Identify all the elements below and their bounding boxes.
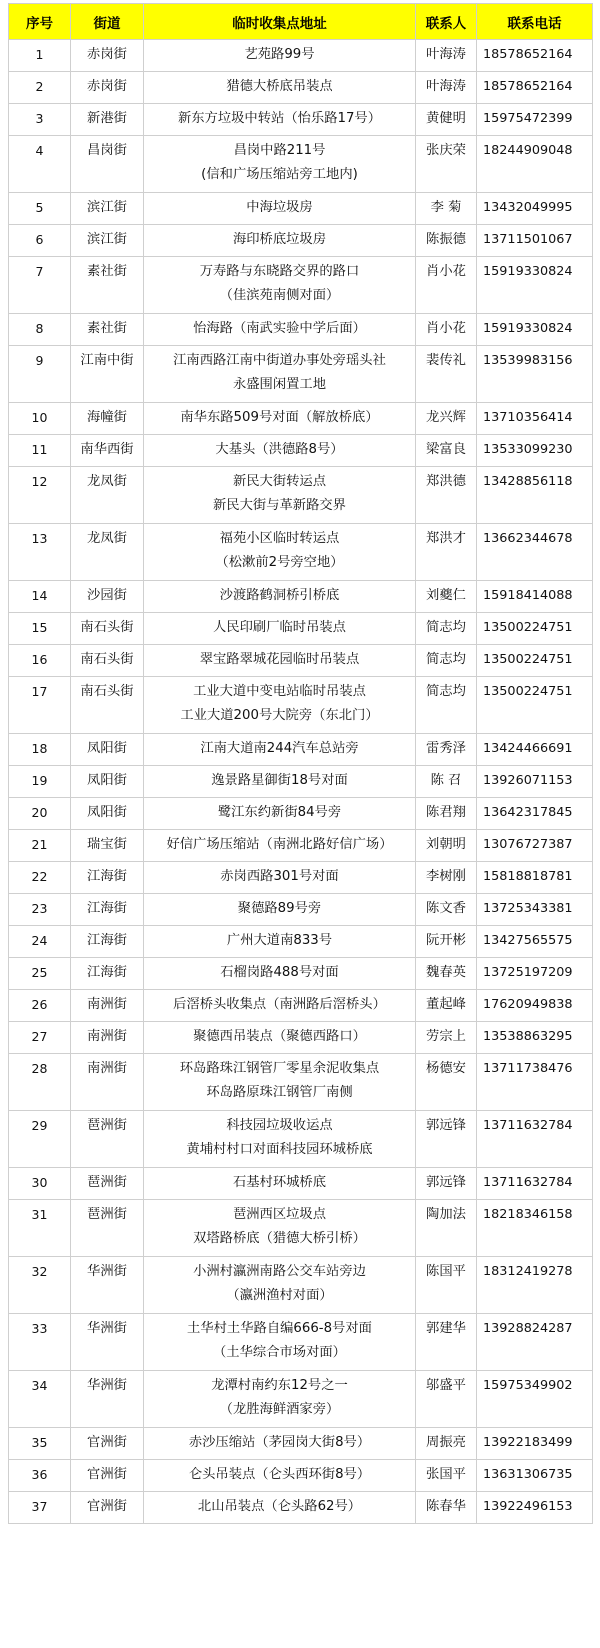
- address-line: 黄埔村村口对面科技园环城桥底: [186, 1142, 373, 1157]
- contact-person: 张国平: [416, 1460, 477, 1492]
- collection-address: [144, 1168, 416, 1200]
- collection-address: [144, 225, 416, 257]
- contact-person: 郭远锋: [416, 1168, 477, 1200]
- contact-person: 黄健明: [416, 104, 477, 136]
- table-row: [9, 1168, 593, 1200]
- collection-address: [144, 1111, 416, 1168]
- contact-phone: 13500224751: [477, 677, 593, 734]
- street-name: 南洲街: [71, 990, 144, 1022]
- table-body: [9, 40, 593, 1524]
- street-name: 南石头街: [71, 645, 144, 677]
- address-line: 永盛围闲置工地: [232, 377, 327, 392]
- contact-person: 杨德安: [416, 1054, 477, 1111]
- street-name: 滨江街: [71, 193, 144, 225]
- address-line: 工业大道200号大院旁（东北门）: [180, 708, 379, 723]
- row-number: 37: [9, 1492, 71, 1524]
- address-line: 赤岗西路301号对面: [220, 869, 339, 884]
- street-name: 华洲街: [71, 1314, 144, 1371]
- collection-address: [144, 257, 416, 314]
- collection-address: [144, 645, 416, 677]
- contact-phone: 15975472399: [477, 104, 593, 136]
- contact-phone: 17620949838: [477, 990, 593, 1022]
- contact-phone: 18218346158: [477, 1200, 593, 1257]
- address-line: 江南西路江南中街道办事处旁瑶头社: [173, 353, 386, 368]
- table-row: [9, 403, 593, 435]
- contact-phone: 13928824287: [477, 1314, 593, 1371]
- address-line: （松漱前2号旁空地）: [215, 555, 344, 570]
- address-line: 双塔路桥底（猎德大桥引桥）: [193, 1231, 366, 1246]
- collection-address: [144, 104, 416, 136]
- street-name: 江海街: [71, 894, 144, 926]
- row-number: 13: [9, 524, 71, 581]
- collection-address: [144, 958, 416, 990]
- table-row: [9, 766, 593, 798]
- contact-phone: 13538863295: [477, 1022, 593, 1054]
- collection-address: [144, 40, 416, 72]
- contact-person: 肖小花: [416, 257, 477, 314]
- address-line: （龙胜海鲜酒家旁）: [219, 1402, 340, 1417]
- table-row: [9, 1111, 593, 1168]
- address-line: 北山吊装点（仑头路62号）: [197, 1499, 362, 1514]
- contact-phone: 13432049995: [477, 193, 593, 225]
- table-row: [9, 862, 593, 894]
- row-number: 10: [9, 403, 71, 435]
- address-line: 万寿路与东晓路交界的路口: [199, 264, 360, 279]
- street-name: 素社街: [71, 257, 144, 314]
- table-row: [9, 734, 593, 766]
- street-name: 琶洲街: [71, 1168, 144, 1200]
- address-line: 工业大道中变电站临时吊装点: [193, 684, 366, 699]
- collection-address: [144, 403, 416, 435]
- street-name: 江海街: [71, 862, 144, 894]
- collection-address: [144, 136, 416, 193]
- contact-phone: 13076727387: [477, 830, 593, 862]
- collection-address: [144, 1200, 416, 1257]
- collection-address: [144, 613, 416, 645]
- street-name: 赤岗街: [71, 40, 144, 72]
- address-line: 土华村土华路自编666-8号对面: [187, 1321, 372, 1336]
- row-number: 36: [9, 1460, 71, 1492]
- collection-address: [144, 798, 416, 830]
- street-name: 赤岗街: [71, 72, 144, 104]
- address-line: 翠宝路翠城花园临时吊装点: [199, 652, 360, 667]
- collection-address: [144, 1257, 416, 1314]
- address-line: 小洲村瀛洲南路公交车站旁边: [193, 1264, 366, 1279]
- table-row: [9, 467, 593, 524]
- contact-phone: 15918414088: [477, 581, 593, 613]
- collection-address: [144, 581, 416, 613]
- collection-address: [144, 926, 416, 958]
- table-row: [9, 894, 593, 926]
- row-number: 20: [9, 798, 71, 830]
- street-name: 龙凤街: [71, 467, 144, 524]
- table-row: [9, 677, 593, 734]
- contact-phone: 18312419278: [477, 1257, 593, 1314]
- address-line: 后滘桥头收集点（南洲路后滘桥头）: [173, 997, 386, 1012]
- address-line: 石榴岗路488号对面: [220, 965, 339, 980]
- collection-address: [144, 314, 416, 346]
- contact-phone: 13533099230: [477, 435, 593, 467]
- row-number: 2: [9, 72, 71, 104]
- contact-phone: 13424466691: [477, 734, 593, 766]
- table-row: [9, 193, 593, 225]
- address-line: 怡海路（南武实验中学后面）: [193, 321, 366, 336]
- address-line: 聚德路89号旁: [237, 901, 322, 916]
- table-row: [9, 314, 593, 346]
- contact-phone: 13711632784: [477, 1111, 593, 1168]
- contact-person: 郭远锋: [416, 1111, 477, 1168]
- address-line: 人民印刷厂临时吊装点: [213, 620, 346, 635]
- contact-phone: 13711632784: [477, 1168, 593, 1200]
- address-line: 新东方垃圾中转站（怡乐路17号）: [177, 111, 382, 126]
- row-number: 31: [9, 1200, 71, 1257]
- contact-person: 叶海涛: [416, 40, 477, 72]
- contact-person: 陈文香: [416, 894, 477, 926]
- contact-phone: 13631306735: [477, 1460, 593, 1492]
- collection-address: [144, 72, 416, 104]
- street-name: 凤阳街: [71, 798, 144, 830]
- table-row: [9, 257, 593, 314]
- street-name: 华洲街: [71, 1257, 144, 1314]
- street-name: 素社街: [71, 314, 144, 346]
- contact-person: 简志均: [416, 613, 477, 645]
- contact-person: 雷秀泽: [416, 734, 477, 766]
- row-number: 15: [9, 613, 71, 645]
- contact-phone: 13922183499: [477, 1428, 593, 1460]
- row-number: 22: [9, 862, 71, 894]
- table-header-row: [9, 4, 593, 40]
- row-number: 17: [9, 677, 71, 734]
- contact-person: 陈振德: [416, 225, 477, 257]
- table-row: [9, 1428, 593, 1460]
- contact-person: 董起峰: [416, 990, 477, 1022]
- table-row: [9, 136, 593, 193]
- row-number: 16: [9, 645, 71, 677]
- header-street: 街道: [71, 4, 144, 40]
- row-number: 18: [9, 734, 71, 766]
- collection-address: [144, 830, 416, 862]
- street-name: 新港街: [71, 104, 144, 136]
- row-number: 24: [9, 926, 71, 958]
- address-line: 新民大街转运点: [232, 474, 327, 489]
- street-name: 海幢街: [71, 403, 144, 435]
- collection-address: [144, 1371, 416, 1428]
- street-name: 琶洲街: [71, 1111, 144, 1168]
- contact-phone: 13428856118: [477, 467, 593, 524]
- street-name: 官洲街: [71, 1492, 144, 1524]
- collection-address: [144, 677, 416, 734]
- contact-person: 陈 召: [416, 766, 477, 798]
- contact-phone: 13642317845: [477, 798, 593, 830]
- row-number: 12: [9, 467, 71, 524]
- collection-address: [144, 1054, 416, 1111]
- street-name: 南石头街: [71, 677, 144, 734]
- header-phone: 联系电话: [477, 4, 593, 40]
- street-name: 江海街: [71, 926, 144, 958]
- contact-person: 肖小花: [416, 314, 477, 346]
- street-name: 官洲街: [71, 1460, 144, 1492]
- address-line: 海印桥底垃圾房: [232, 232, 327, 247]
- contact-person: 劳宗上: [416, 1022, 477, 1054]
- contact-phone: 13427565575: [477, 926, 593, 958]
- contact-person: 梁富良: [416, 435, 477, 467]
- collection-address: [144, 1460, 416, 1492]
- row-number: 33: [9, 1314, 71, 1371]
- street-name: 江海街: [71, 958, 144, 990]
- address-line: 艺苑路99号: [244, 47, 315, 62]
- contact-person: 李 菊: [416, 193, 477, 225]
- table-row: [9, 613, 593, 645]
- address-line: 大基头（洪德路8号）: [215, 442, 344, 457]
- contact-person: 陶加法: [416, 1200, 477, 1257]
- address-line: 石基村环城桥底: [232, 1175, 327, 1190]
- contact-phone: 15975349902: [477, 1371, 593, 1428]
- contact-phone: 13662344678: [477, 524, 593, 581]
- address-line: (信和广场压缩站旁工地内): [201, 167, 358, 182]
- table-row: [9, 40, 593, 72]
- row-number: 7: [9, 257, 71, 314]
- row-number: 34: [9, 1371, 71, 1428]
- contact-person: 周振亮: [416, 1428, 477, 1460]
- address-line: 龙潭村南约东12号之一: [211, 1378, 348, 1393]
- address-line: （佳滨苑南侧对面）: [219, 288, 340, 303]
- contact-person: 李树刚: [416, 862, 477, 894]
- row-number: 3: [9, 104, 71, 136]
- address-line: 福苑小区临时转运点: [219, 531, 340, 546]
- table-row: [9, 1257, 593, 1314]
- contact-person: 叶海涛: [416, 72, 477, 104]
- contact-phone: 13500224751: [477, 645, 593, 677]
- contact-phone: 15818818781: [477, 862, 593, 894]
- contact-phone: 13725197209: [477, 958, 593, 990]
- row-number: 9: [9, 346, 71, 403]
- collection-address: [144, 894, 416, 926]
- row-number: 32: [9, 1257, 71, 1314]
- street-name: 瑞宝街: [71, 830, 144, 862]
- row-number: 23: [9, 894, 71, 926]
- contact-phone: 13711501067: [477, 225, 593, 257]
- contact-phone: 18578652164: [477, 40, 593, 72]
- contact-person: 刘夔仁: [416, 581, 477, 613]
- table-row: [9, 798, 593, 830]
- street-name: 凤阳街: [71, 734, 144, 766]
- address-line: 琶洲西区垃圾点: [232, 1207, 327, 1222]
- contact-person: 魏春英: [416, 958, 477, 990]
- address-line: 逸景路星御街18号对面: [211, 773, 348, 788]
- row-number: 30: [9, 1168, 71, 1200]
- row-number: 28: [9, 1054, 71, 1111]
- row-number: 11: [9, 435, 71, 467]
- contact-phone: 13711738476: [477, 1054, 593, 1111]
- table-row: [9, 346, 593, 403]
- table-row: [9, 1314, 593, 1371]
- table-row: [9, 1371, 593, 1428]
- contact-person: 陈国平: [416, 1257, 477, 1314]
- table-row: [9, 524, 593, 581]
- address-line: 好信广场压缩站（南洲北路好信广场）: [166, 837, 393, 852]
- row-number: 6: [9, 225, 71, 257]
- table-row: [9, 1460, 593, 1492]
- collection-address: [144, 346, 416, 403]
- row-number: 25: [9, 958, 71, 990]
- contact-phone: 13922496153: [477, 1492, 593, 1524]
- row-number: 27: [9, 1022, 71, 1054]
- address-line: 环岛路原珠江钢管厂南侧: [206, 1085, 353, 1100]
- collection-address: [144, 862, 416, 894]
- street-name: 南石头街: [71, 613, 144, 645]
- street-name: 滨江街: [71, 225, 144, 257]
- table-row: [9, 958, 593, 990]
- row-number: 19: [9, 766, 71, 798]
- table-row: [9, 990, 593, 1022]
- address-line: 中海垃圾房: [246, 200, 313, 215]
- collection-address: [144, 766, 416, 798]
- contact-phone: 13539983156: [477, 346, 593, 403]
- address-line: 新民大街与革新路交界: [213, 498, 346, 513]
- table-row: [9, 72, 593, 104]
- header-address: 临时收集点地址: [144, 4, 416, 40]
- row-number: 4: [9, 136, 71, 193]
- table-row: [9, 1054, 593, 1111]
- contact-person: 裴传礼: [416, 346, 477, 403]
- contact-person: 阮开彬: [416, 926, 477, 958]
- table-row: [9, 435, 593, 467]
- address-line: 科技园垃圾收运点: [226, 1118, 333, 1133]
- contact-phone: 15919330824: [477, 314, 593, 346]
- contact-person: 简志均: [416, 645, 477, 677]
- contact-person: 陈春华: [416, 1492, 477, 1524]
- collection-points-table-container: [8, 3, 593, 1524]
- row-number: 26: [9, 990, 71, 1022]
- table-row: [9, 830, 593, 862]
- street-name: 南华西街: [71, 435, 144, 467]
- street-name: 昌岗街: [71, 136, 144, 193]
- address-line: 赤沙压缩站（茅园岗大街8号）: [188, 1435, 371, 1450]
- address-line: 聚德西吊装点（聚德西路口）: [193, 1029, 366, 1044]
- collection-address: [144, 1492, 416, 1524]
- table-row: [9, 104, 593, 136]
- street-name: 琶洲街: [71, 1200, 144, 1257]
- contact-person: 张庆荣: [416, 136, 477, 193]
- street-name: 南洲街: [71, 1054, 144, 1111]
- table-row: [9, 581, 593, 613]
- address-line: 沙渡路鹤洞桥引桥底: [219, 588, 340, 603]
- table-row: [9, 926, 593, 958]
- contact-person: 郑洪德: [416, 467, 477, 524]
- row-number: 8: [9, 314, 71, 346]
- table-row: [9, 1022, 593, 1054]
- row-number: 14: [9, 581, 71, 613]
- contact-person: 刘朝明: [416, 830, 477, 862]
- contact-person: 邬盛平: [416, 1371, 477, 1428]
- row-number: 5: [9, 193, 71, 225]
- address-line: 南华东路509号对面（解放桥底）: [180, 410, 379, 425]
- contact-phone: 13500224751: [477, 613, 593, 645]
- address-line: 仑头吊装点（仑头西环街8号）: [188, 1467, 371, 1482]
- header-num: 序号: [9, 4, 71, 40]
- contact-person: 简志均: [416, 677, 477, 734]
- collection-address: [144, 990, 416, 1022]
- contact-person: 郑洪才: [416, 524, 477, 581]
- contact-person: 陈君翔: [416, 798, 477, 830]
- row-number: 29: [9, 1111, 71, 1168]
- collection-address: [144, 734, 416, 766]
- row-number: 21: [9, 830, 71, 862]
- street-name: 官洲街: [71, 1428, 144, 1460]
- collection-address: [144, 1022, 416, 1054]
- header-contact: 联系人: [416, 4, 477, 40]
- table-row: [9, 1492, 593, 1524]
- contact-phone: 13926071153: [477, 766, 593, 798]
- table-row: [9, 645, 593, 677]
- collection-points-table: [8, 3, 593, 1524]
- street-name: 江南中街: [71, 346, 144, 403]
- contact-person: 郭建华: [416, 1314, 477, 1371]
- contact-person: 龙兴辉: [416, 403, 477, 435]
- street-name: 华洲街: [71, 1371, 144, 1428]
- contact-phone: 13710356414: [477, 403, 593, 435]
- collection-address: [144, 1314, 416, 1371]
- table-row: [9, 225, 593, 257]
- collection-address: [144, 435, 416, 467]
- address-line: （土华综合市场对面）: [213, 1345, 346, 1360]
- row-number: 35: [9, 1428, 71, 1460]
- address-line: 昌岗中路211号: [233, 143, 326, 158]
- collection-address: [144, 1428, 416, 1460]
- contact-phone: 15919330824: [477, 257, 593, 314]
- street-name: 凤阳街: [71, 766, 144, 798]
- address-line: 环岛路珠江钢管厂零星余泥收集点: [179, 1061, 380, 1076]
- address-line: （瀛洲渔村对面）: [226, 1288, 333, 1303]
- collection-address: [144, 467, 416, 524]
- table-row: [9, 1200, 593, 1257]
- contact-phone: 18578652164: [477, 72, 593, 104]
- collection-address: [144, 193, 416, 225]
- address-line: 猎德大桥底吊装点: [226, 79, 333, 94]
- contact-phone: 13725343381: [477, 894, 593, 926]
- street-name: 龙凤街: [71, 524, 144, 581]
- street-name: 南洲街: [71, 1022, 144, 1054]
- collection-address: [144, 524, 416, 581]
- contact-phone: 18244909048: [477, 136, 593, 193]
- street-name: 沙园街: [71, 581, 144, 613]
- address-line: 鹭江东约新街84号旁: [217, 805, 342, 820]
- address-line: 广州大道南833号: [226, 933, 333, 948]
- address-line: 江南大道南244汽车总站旁: [200, 741, 359, 756]
- row-number: 1: [9, 40, 71, 72]
